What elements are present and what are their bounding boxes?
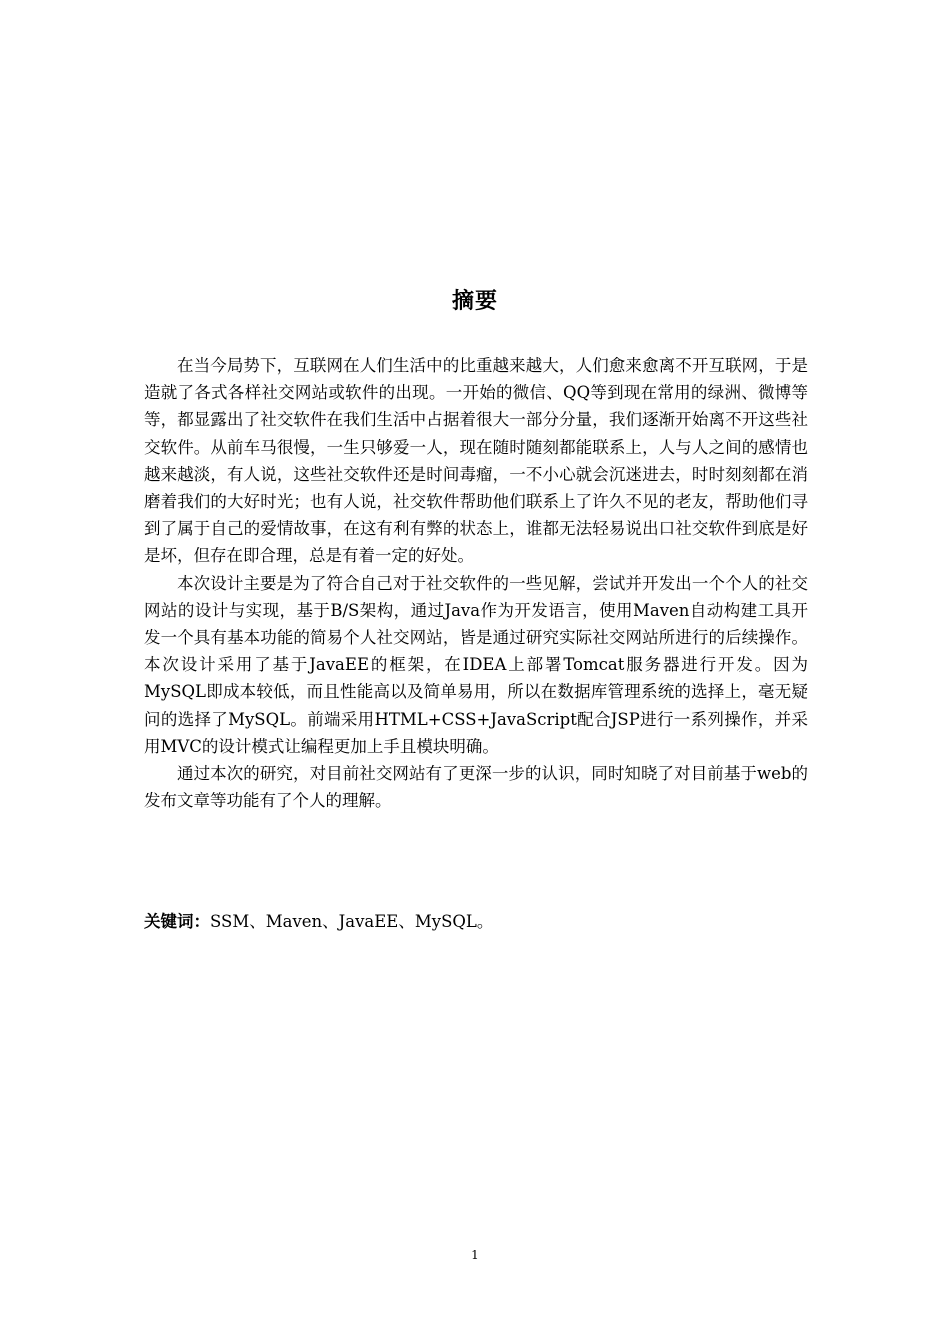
- abstract-paragraph-2: 本次设计主要是为了符合自己对于社交软件的一些见解，尝试并开发出一个个人的社交网站的设计与实现，基于B/S架构，通过Java作为开发语言，使用Maven自动构建工具开发一个具有基本功能的简易个人社交网站，皆是通过研究实际社交网站所进行的后续操作。本次设计采用了基于JavaEE的框架，在IDEA上部署Tomcat服务器进行开发。因为MySQL即成本较低，而且性能高以及简单易用，所以在数据库管理系统的选择上，毫无疑问的选择了MySQL。前端采用HTML+CSS+JavaScript配合JSP进行一系列操作，并采用MVC的设计模式让编程更加上手且模块明确。: [144, 573, 808, 756]
- abstract-paragraph-1: 在当今局势下，互联网在人们生活中的比重越来越大，人们愈来愈离不开互联网，于是造就了各式各样社交网站或软件的出现。一开始的微信、QQ等到现在常用的绿洲、微博等等，都显露出了社交软件在我们生活中占据着很大一部分分量，我们逐渐开始离不开这些社交软件。从前车马很慢，一生只够爱一人，现在随时随刻都能联系上，人与人之间的感情也越来越淡，有人说，这些社交软件还是时间毒瘤，一不小心就会沉迷进去，时时刻刻都在消磨着我们的大好时光；也有人说，社交软件帮助他们联系上了许久不见的老友，帮助他们寻到了属于自己的爱情故事，在这有利有弊的状态上，谁都无法轻易说出口社交软件到底是好是坏，但存在即合理，总是有着一定的好处。: [144, 356, 808, 566]
- keywords-value: SSM、Maven、JavaEE、MySQL。: [210, 912, 494, 931]
- abstract-paragraph-3: 通过本次的研究，对目前社交网站有了更深一步的认识，同时知晓了对目前基于web的发布文章等功能有了个人的理解。: [144, 764, 808, 811]
- abstract-body: [144, 352, 808, 814]
- keywords-label: 关键词：: [144, 912, 210, 931]
- abstract-title: 摘要: [451, 288, 498, 314]
- page-number: 1: [471, 1248, 479, 1262]
- keywords-line: [144, 908, 808, 935]
